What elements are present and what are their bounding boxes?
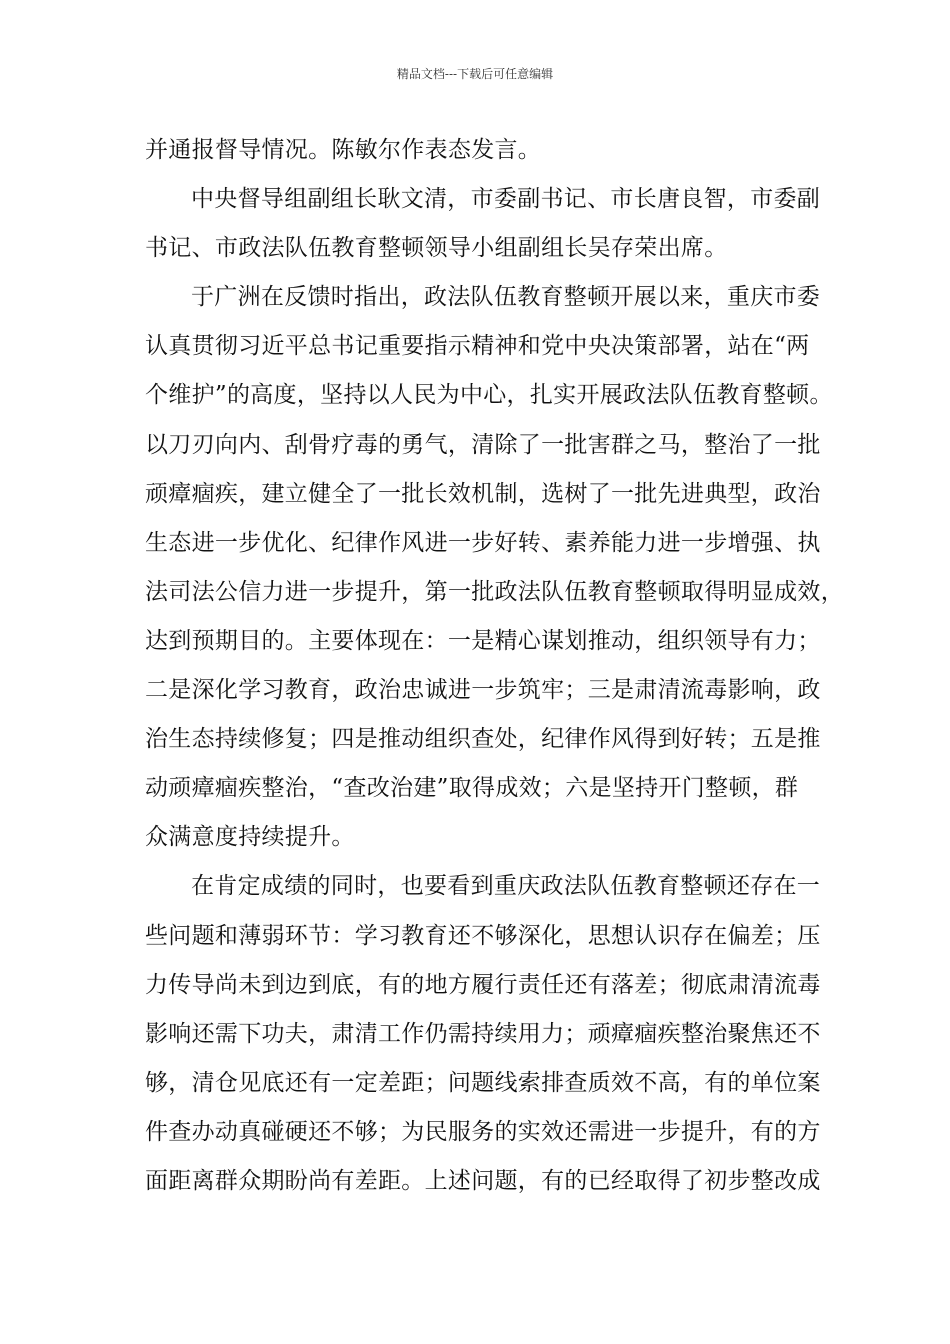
page-header: 精品文档---下载后可任意编辑 — [396, 67, 554, 81]
text-line: 法司法公信力进一步提升，第一批政法队伍教育整顿取得明显成效， — [145, 578, 844, 605]
text-line: 些问题和薄弱环节：学习教育还不够深化，思想认识存在偏差；压 — [145, 922, 821, 949]
text-line: 生态进一步优化、纪律作风进一步好转、素养能力进一步增强、执 — [145, 529, 821, 556]
text-line: 并通报督导情况。陈敏尔作表态发言。 — [145, 137, 542, 163]
text-line: 书记、市政法队伍教育整顿领导小组副组长吴存荣出席。 — [145, 235, 728, 262]
text-line: 二是深化学习教育，政治忠诚进一步筑牢；三是肃清流毒影响，政 — [145, 677, 821, 704]
text-line: 于广洲在反馈时指出，政法队伍教育整顿开展以来，重庆市委 — [191, 284, 821, 311]
text-line: 以刀刃向内、刮骨疗毒的勇气，清除了一批害群之马，整治了一批 — [145, 431, 821, 458]
text-line: 认真贯彻习近平总书记重要指示精神和党中央决策部署，站在“两 — [145, 333, 810, 360]
text-line: 影响还需下功夫，肃清工作仍需持续用力；顽瘴痼疾整治聚焦还不 — [145, 1020, 821, 1047]
text-line: 个维护”的高度，坚持以人民为中心，扎实开展政法队伍教育整顿。 — [145, 382, 833, 409]
text-line: 件查办动真碰硬还不够；为民服务的实效还需进一步提升，有的方 — [145, 1118, 821, 1145]
text-line: 面距离群众期盼尚有差距。上述问题，有的已经取得了初步整改成 — [145, 1167, 821, 1194]
text-line: 在肯定成绩的同时，也要看到重庆政法队伍教育整顿还存在一 — [191, 873, 821, 900]
paragraph — [145, 273, 844, 862]
text-line: 力传导尚未到边到底，有的地方履行责任还有落差；彻底肃清流毒 — [145, 971, 821, 998]
text-line: 够，清仓见底还有一定差距；问题线索排查质效不高，有的单位案 — [145, 1069, 821, 1096]
text-line: 中央督导组副组长耿文清，市委副书记、市长唐良智，市委副 — [191, 186, 821, 213]
text-line: 动顽瘴痼疾整治，“查改治建”取得成效；六是坚持开门整顿，群 — [145, 775, 799, 802]
text-line: 众满意度持续提升。 — [145, 824, 355, 851]
paragraph — [145, 175, 821, 273]
paragraph — [145, 862, 821, 1206]
text-line: 达到预期目的。主要体现在：一是精心谋划推动，组织领导有力； — [145, 627, 821, 654]
text-line: 治生态持续修复；四是推动组织查处，纪律作风得到好转；五是推 — [145, 726, 821, 753]
paragraph — [145, 126, 809, 175]
document-body — [145, 126, 844, 1206]
text-line: 顽瘴痼疾，建立健全了一批长效机制，选树了一批先进典型，政治 — [145, 480, 821, 507]
